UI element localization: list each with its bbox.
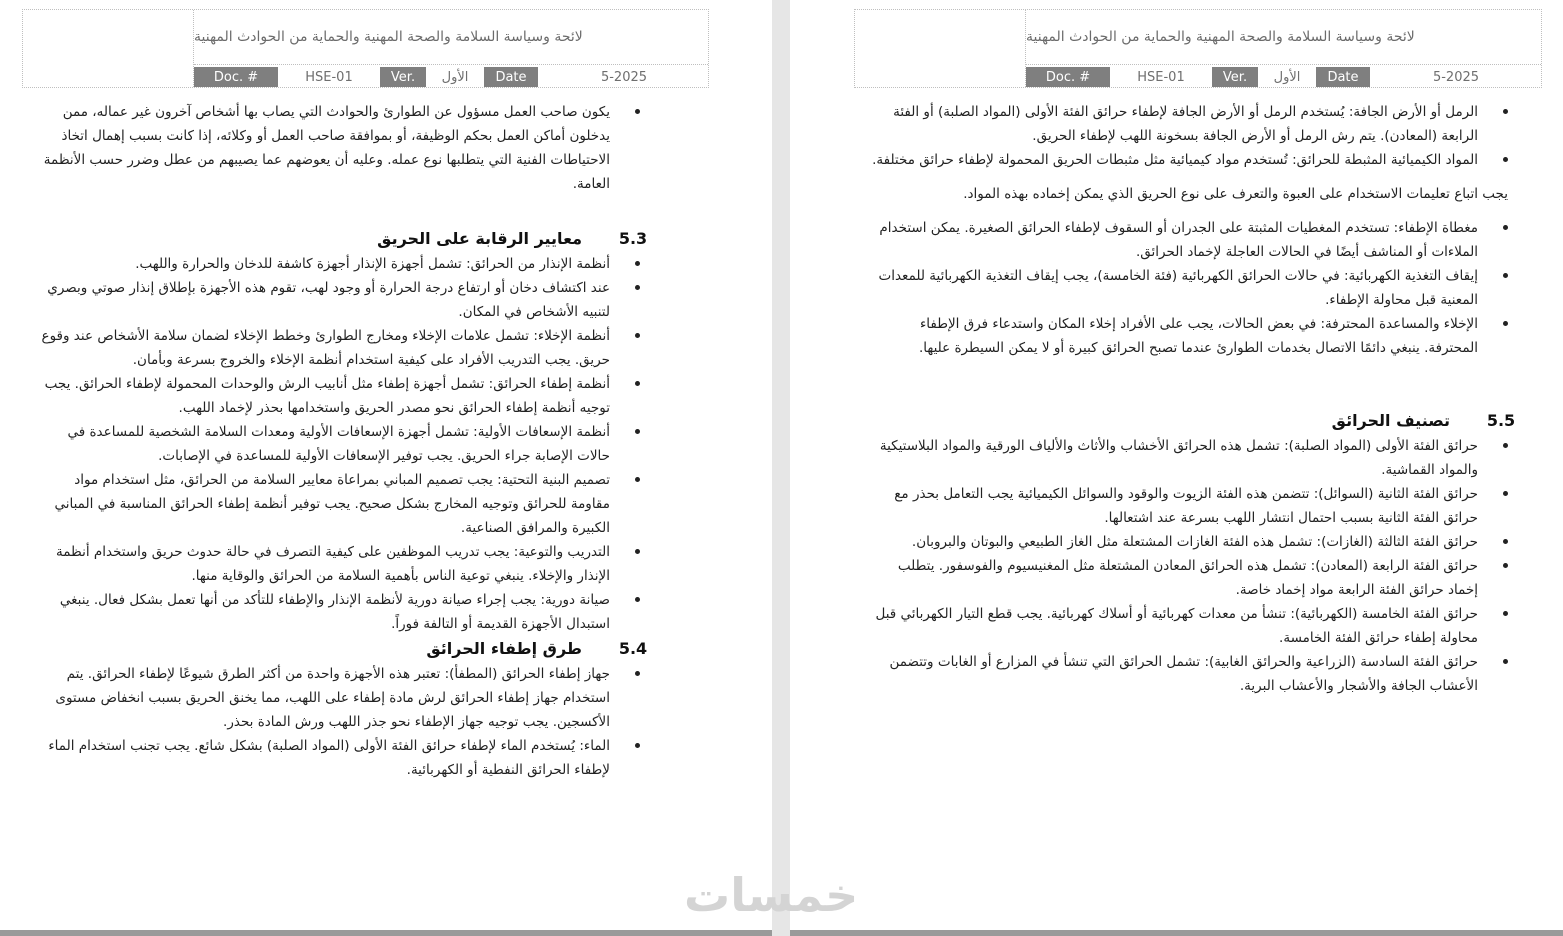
page-header [22,9,709,88]
list-item: أنظمة الإسعافات الأولية: تشمل أجهزة الإسعافات الأولية ومعدات السلامة الشخصية للمساعدة في حالات الإصابة جراء الحريق. يجب توفير الإسعافات الأولية للمساعدة في الإصابات. [40,420,610,468]
list-item: الرمل أو الأرض الجافة: يُستخدم الرمل أو الأرض الجافة لإطفاء حرائق الفئة الأولى (المواد الصلبة) أو الفئة الرابعة (المعادن). يتم رش الرمل أو الأرض الجافة بسخونة اللهب لإطفاء الحريق. [870,100,1478,148]
extinguishing-methods-list [40,662,656,782]
section-title: معايير الرقابة على الحريق [377,229,582,248]
section-title: طرق إطفاء الحرائق [426,639,582,658]
list-item: تصميم البنية التحتية: يجب تصميم المباني بمراعاة معايير السلامة من الحرائق، مثل استخدام مواد مقاومة للحرائق وتوجيه المخارج بشكل صحيح. يجب توفير أنظمة إطفاء الحرائق المناسبة في المباني الكبيرة والمرافق الصناعية. [40,468,610,540]
logo-placeholder [23,10,194,87]
list-item: حرائق الفئة السادسة (الزراعية والحرائق الغابية): تشمل الحرائق التي تنشأ في المزارع أو الغابات وتتضمن الأعشاب الجافة والأشجار والأعشاب البرية. [870,650,1478,698]
watermark-logo: خمسات [684,868,859,922]
list-item: يكون صاحب العمل مسؤول عن الطوارئ والحوادث التي يصاب بها أشخاص آخرون غير عماله، ممن يدخلون أماكن العمل بحكم الوظيفة، أو بموافقة صاحب العمل أو وكلائه، إذا كانت بسبب إهمال اتخاذ الاحتياطات الفنية التي يتطلبها نوع عمله. وعليه أن يعوضهم عما يصيبهم من عطل وضرر حسب الأنظمة العامة. [40,100,610,196]
section-number: 5.5 [1486,411,1516,430]
page-bottom-edge [790,930,1563,936]
section-number: 5.4 [618,639,648,658]
list-item: حرائق الفئة الأولى (المواد الصلبة): تشمل هذه الحرائق الأخشاب والأثاث والألياف الورقية والمواد البلاستيكية والمواد القماشية. [870,434,1478,482]
extinguishing-methods-continued [870,100,1524,172]
ver-label: Ver. [380,67,426,87]
ver-label: Ver. [1212,67,1258,87]
intro-list [40,100,656,196]
page-header [854,9,1542,88]
document-page-left [0,0,772,936]
ver-value: الأول [1273,69,1301,85]
date-value: 5-2025 [600,69,648,85]
note-paragraph: يجب اتباع تعليمات الاستخدام على العبوة والتعرف على نوع الحريق الذي يمكن إخماده بهذه المواد. [963,186,1508,202]
list-item: حرائق الفئة الثالثة (الغازات): تشمل هذه الفئة الغازات المشتعلة مثل الغاز الطبيعي والبوتان والبروبان. [870,530,1478,554]
list-item: مغطاة الإطفاء: تستخدم المغطيات المثبتة على الجدران أو السقوف لإطفاء الحرائق الصغيرة. يمكن استخدام الملاءات أو المناشف أيضًا في الحالات العاجلة لإخماد الحرائق. [870,216,1478,264]
list-item: الماء: يُستخدم الماء لإطفاء حرائق الفئة الأولى (المواد الصلبة) بشكل شائع. يجب تجنب استخدام الماء لإطفاء الحرائق النفطية أو الكهربائية. [40,734,610,782]
list-item: إيقاف التغذية الكهربائية: في حالات الحرائق الكهربائية (فئة الخامسة)، يجب إيقاف التغذية الكهربائية للمعدات المعنية قبل محاولة الإطفاء. [870,264,1478,312]
header-title: لائحة وسياسة السلامة والصحة المهنية والحماية من الحوادث المهنية [194,10,708,65]
list-item: أنظمة الإخلاء: تشمل علامات الإخلاء ومخارج الطوارئ وخطط الإخلاء لضمان سلامة الأشخاص عند وقوع حريق. يجب التدريب الأفراد على كيفية استخدام أنظمة الإخلاء والخروج بسرعة وبأمان. [40,324,610,372]
document-page-right [790,0,1563,936]
list-item: أنظمة الإنذار من الحرائق: تشمل أجهزة الإنذار أجهزة كاشفة للدخان والحرارة واللهب. [40,252,610,276]
page-content [40,100,656,782]
date-label: Date [484,67,538,87]
header-title: لائحة وسياسة السلامة والصحة المهنية والحماية من الحوادث المهنية [1026,10,1541,65]
doc-value: HSE-01 [305,69,353,85]
extinguishing-methods-list-2 [870,216,1524,360]
section-title: تصنيف الحرائق [1331,411,1450,430]
section-heading-5-3 [40,226,656,252]
list-item: عند اكتشاف دخان أو ارتفاع درجة الحرارة أو وجود لهب، تقوم هذه الأجهزة بإطلاق إنذار صوتي وبصري لتنبيه الأشخاص في المكان. [40,276,610,324]
section-heading-5-5 [870,408,1524,434]
ver-value: الأول [441,69,469,85]
date-value: 5-2025 [1432,69,1480,85]
doc-label: Doc. # [194,67,278,87]
list-item: حرائق الفئة الخامسة (الكهربائية): تنشأ من معدات كهربائية أو أسلاك كهربائية. يجب قطع التيار الكهربائي قبل محاولة إطفاء حرائق الفئة الخامسة. [870,602,1478,650]
doc-label: Doc. # [1026,67,1110,87]
list-item: التدريب والتوعية: يجب تدريب الموظفين على كيفية التصرف في حالة حدوث حريق واستخدام أنظمة الإنذار والإخلاء. ينبغي توعية الناس بأهمية السلامة من الحرائق والوقاية منها. [40,540,610,588]
section-heading-5-4 [40,636,656,662]
page-bottom-edge [0,930,772,936]
page-content [870,100,1524,698]
header-meta [194,67,708,87]
list-item: صيانة دورية: يجب إجراء صيانة دورية لأنظمة الإنذار والإطفاء للتأكد من أنها تعمل بشكل فعال. ينبغي استبدال الأجهزة القديمة أو التالفة فوراً. [40,588,610,636]
doc-value: HSE-01 [1137,69,1185,85]
fire-control-list [40,252,656,636]
list-item: جهاز إطفاء الحرائق (المطفأ): تعتبر هذه الأجهزة واحدة من أكثر الطرق شيوعًا لإطفاء الحرائق. يتم استخدام جهاز إطفاء الحرائق لرش مادة إطفاء على اللهب، مما يخنق الحريق بسبب انخفاض مستوى الأكسجين. يجب توجيه جهاز الإطفاء نحو جذر اللهب ورش المادة بحذر. [40,662,610,734]
section-number: 5.3 [618,229,648,248]
list-item: المواد الكيميائية المثبطة للحرائق: تُستخدم مواد كيميائية مثل مثبطات الحريق المحمولة لإطفاء حرائق مختلفة. [870,148,1478,172]
list-item: حرائق الفئة الثانية (السوائل): تتضمن هذه الفئة الزيوت والوقود والسوائل الكيميائية يجب التعامل بحذر مع حرائق الفئة الثانية بسبب احتمال انتشار اللهب بسرعة عند اشتعالها. [870,482,1478,530]
logo-placeholder [855,10,1026,87]
fire-classification-list [870,434,1524,698]
date-label: Date [1316,67,1370,87]
list-item: أنظمة إطفاء الحرائق: تشمل أجهزة إطفاء مثل أنابيب الرش والوحدات المحمولة لإطفاء الحرائق. يجب توجيه أنظمة إطفاء الحرائق نحو مصدر الحريق واستخدامها بحذر لإخماد اللهب. [40,372,610,420]
list-item: حرائق الفئة الرابعة (المعادن): تشمل هذه الحرائق المعادن المشتعلة مثل المغنيسيوم والفوسفور. يتطلب إخماد حرائق الفئة الرابعة مواد إخماد خاصة. [870,554,1478,602]
list-item: الإخلاء والمساعدة المحترفة: في بعض الحالات، يجب على الأفراد إخلاء المكان واستدعاء فرق الإطفاء المحترفة. ينبغي دائمًا الاتصال بخدمات الطوارئ عندما تصبح الحرائق كبيرة أو لا يمكن السيطرة عليها. [870,312,1478,360]
header-meta [1026,67,1541,87]
